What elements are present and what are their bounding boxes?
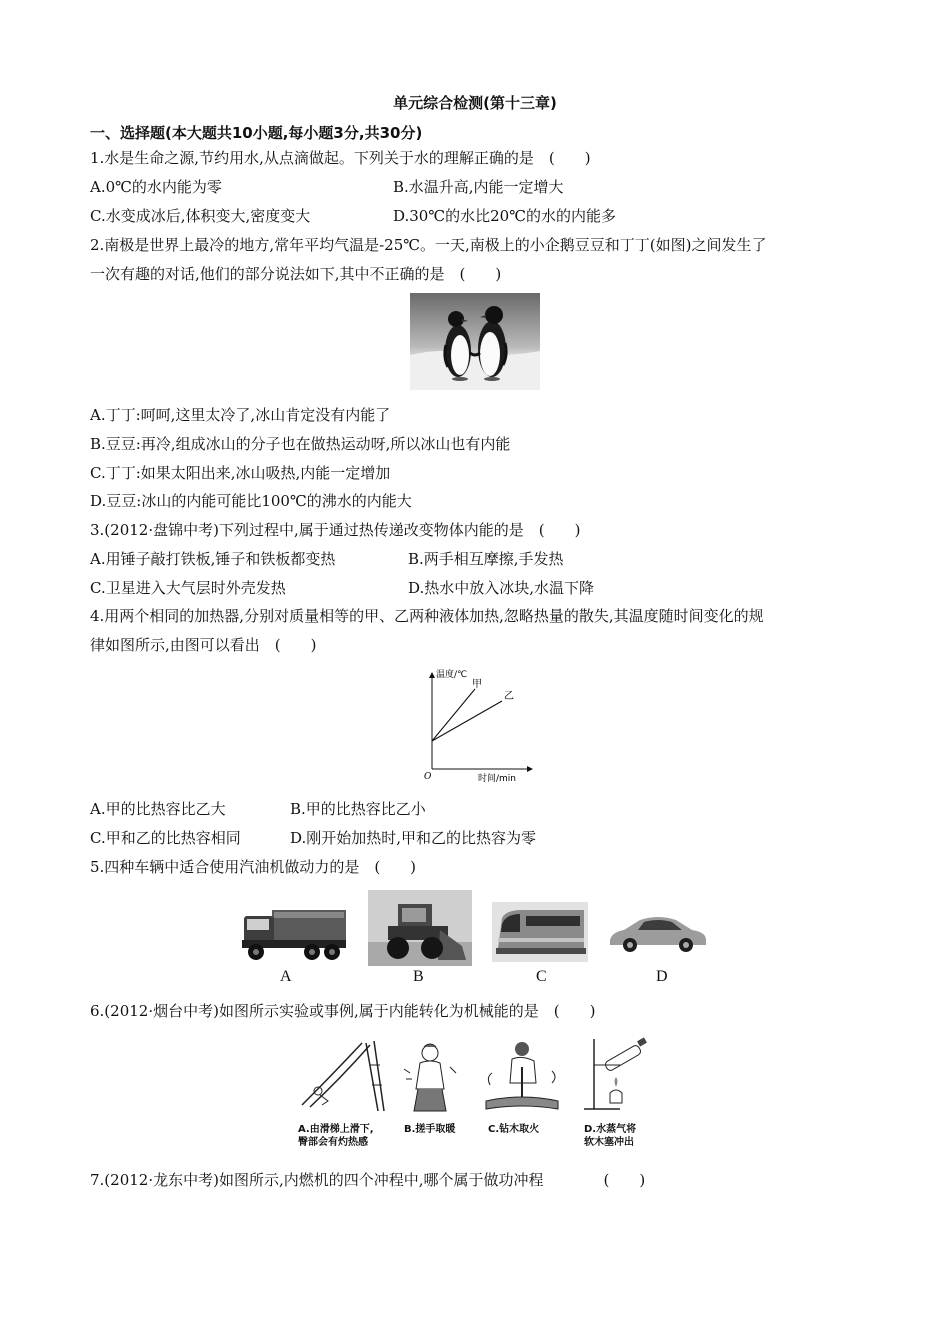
q2-option-a: A.丁丁:呵呵,这里太冷了,冰山肯定没有内能了 [90, 406, 391, 424]
vehicle-label-b: B [413, 968, 424, 985]
q2-option-c: C.丁丁:如果太阳出来,冰山吸热,内能一定增加 [90, 464, 391, 482]
question-7-stem: 7.(2012·龙东中考)如图所示,内燃机的四个冲程中,哪个属于做功冲程 ( ) [90, 1171, 646, 1189]
q2-option-d: D.豆豆:冰山的内能可能比100℃的沸水的内能大 [90, 492, 412, 510]
vehicle-options [240, 890, 720, 990]
question-2-stem-line1: 2.南极是世界上最冷的地方,常年平均气温是-25℃。一天,南极上的小企鹅豆豆和丁丁(如图)之间发生了 [90, 236, 767, 254]
q1-option-b: B.水温升高,内能一定增大 [393, 178, 564, 196]
x-axis-label: 时间/min [478, 774, 517, 784]
series-line-jia [432, 689, 475, 741]
caption-b: B.搓手取暖 [404, 1124, 456, 1135]
q3-option-d: D.热水中放入冰块,水温下降 [408, 579, 595, 597]
steam-cork-illustration [580, 1035, 652, 1115]
drill-fire-illustration [482, 1037, 562, 1115]
series-label-jia: 甲 [472, 679, 482, 690]
question-4-stem-line1: 4.用两个相同的加热器,分别对质量相等的甲、乙两种液体加热,忽略热量的散失,其温度随时间变化的规 [90, 607, 764, 625]
slide-illustration [292, 1035, 387, 1115]
q3-option-c: C.卫星进入大气层时外壳发热 [90, 579, 286, 597]
q4-option-a: A.甲的比热容比乙大 [90, 800, 226, 818]
q3-option-a: A.用锤子敲打铁板,锤子和铁板都变热 [90, 550, 336, 568]
question-1-stem: 1.水是生命之源,节约用水,从点滴做起。下列关于水的理解正确的是 ( ) [90, 149, 591, 167]
q3-option-b: B.两手相互摩擦,手发热 [408, 550, 564, 568]
question-6-stem: 6.(2012·烟台中考)如图所示实验或事例,属于内能转化为机械能的是 ( ) [90, 1002, 596, 1020]
car-image [606, 912, 710, 954]
q2-option-b: B.豆豆:再冷,组成冰山的分子也在做热运动呀,所以冰山也有内能 [90, 435, 511, 453]
caption-c: C.钻木取火 [488, 1124, 540, 1135]
question-2-stem-line2: 一次有趣的对话,他们的部分说法如下,其中不正确的是 ( ) [90, 265, 502, 283]
experiment-illustrations [292, 1035, 652, 1155]
dump-truck-image [240, 902, 350, 964]
penguins-photo [410, 293, 540, 390]
series-line-yi [432, 701, 502, 741]
q4-option-c: C.甲和乙的比热容相同 [90, 829, 241, 847]
loader-image [368, 890, 472, 966]
q4-option-d: D.刚开始加热时,甲和乙的比热容为零 [290, 829, 537, 847]
caption-a-line1: A.由滑梯上滑下, [298, 1124, 374, 1135]
series-label-yi: 乙 [504, 691, 514, 702]
vehicle-label-a: A [280, 968, 292, 985]
q1-option-c: C.水变成冰后,体积变大,密度变大 [90, 207, 311, 225]
caption-a-line2: 臀部会有灼热感 [298, 1137, 368, 1148]
rub-hands-illustration [400, 1039, 460, 1115]
q1-option-d: D.30℃的水比20℃的水的内能多 [393, 207, 616, 225]
vehicle-label-d: D [656, 968, 668, 985]
caption-d-line1: D.水蒸气将 [584, 1124, 637, 1135]
vehicle-label-c: C [536, 968, 547, 985]
origin-label: O [424, 772, 432, 782]
question-5-stem: 5.四种车辆中适合使用汽油机做动力的是 ( ) [90, 858, 417, 876]
q1-option-a: A.0℃的水内能为零 [90, 178, 222, 196]
temperature-time-graph [420, 665, 540, 785]
question-4-stem-line2: 律如图所示,由图可以看出 ( ) [90, 636, 317, 654]
y-axis-label: 温度/℃ [436, 670, 468, 680]
q4-option-b: B.甲的比热容比乙小 [290, 800, 426, 818]
page-title: 单元综合检测(第十三章) [393, 94, 557, 112]
section-heading: 一、选择题(本大题共10小题,每小题3分,共30分) [90, 124, 423, 142]
train-image [492, 902, 588, 962]
question-3-stem: 3.(2012·盘锦中考)下列过程中,属于通过热传递改变物体内能的是 ( ) [90, 521, 581, 539]
caption-d-line2: 软木塞冲出 [584, 1137, 634, 1148]
